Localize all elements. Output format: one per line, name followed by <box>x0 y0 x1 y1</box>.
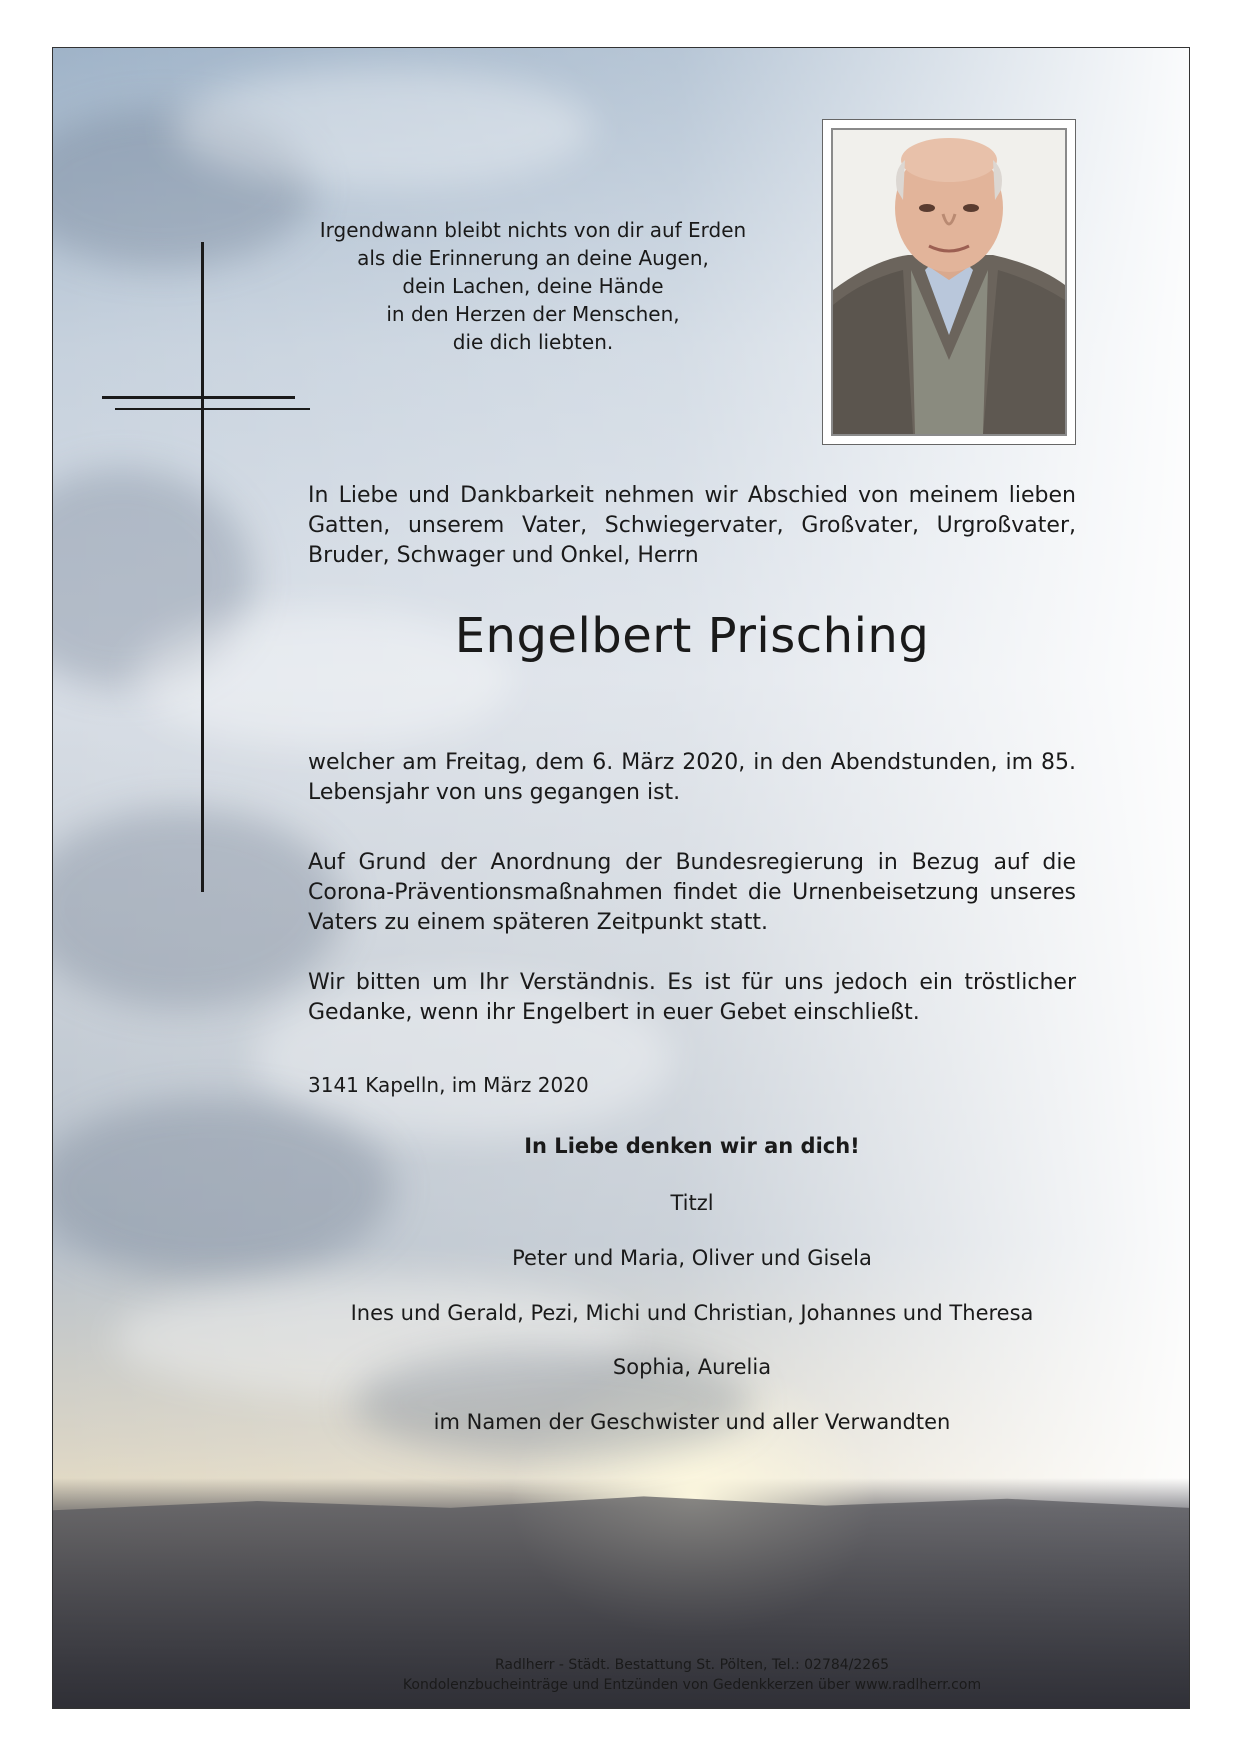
poem-line: Irgendwann bleibt nichts von dir auf Erden <box>319 218 747 242</box>
poem-line: in den Herzen der Menschen, <box>386 302 680 326</box>
corona-text: Auf Grund der Anordnung der Bundesregierung in Bezug auf die Corona-Präventionsmaßnahmen findet die Urnenbeisetzung unseres Vaters zu einem späteren Zeitpunkt statt. <box>308 850 1076 935</box>
sky-cloud <box>52 808 343 1008</box>
family-line: Titzl <box>670 1191 714 1215</box>
family-line: Peter und Maria, Oliver und Gisela <box>512 1246 872 1270</box>
poem-line: die dich liebten. <box>452 330 614 354</box>
place-date: 3141 Kapelln, im März 2020 <box>308 1073 589 1097</box>
cross-bar <box>102 396 295 399</box>
cross-icon <box>201 242 204 892</box>
cross-bar <box>115 408 310 410</box>
portrait-image <box>833 130 1065 434</box>
request-text: Wir bitten um Ihr Verständnis. Es ist für uns jedoch ein tröstlicher Gedanke, wenn ihr Engelbert in euer Gebet einschließt. <box>308 970 1076 1025</box>
obituary-card <box>52 47 1190 1709</box>
death-text: welcher am Freitag, dem 6. März 2020, in den Abendstunden, im 85. Lebensjahr von uns gegangen ist. <box>308 750 1076 805</box>
poem-line: dein Lachen, deine Hände <box>402 274 664 298</box>
footer-funeral-home: Radlherr - Städt. Bestattung St. Pölten, Tel.: 02784/2265 <box>494 1657 890 1673</box>
family-line: Ines und Gerald, Pezi, Michi und Christian, Johannes und Theresa <box>350 1301 1034 1325</box>
footer-website-line: Kondolenzbucheinträge und Entzünden von Gedenkkerzen über www.radlherr.com <box>402 1677 982 1693</box>
memorial-poem <box>303 216 763 356</box>
poem-line: als die Erinnerung an deine Augen, <box>357 246 709 270</box>
portrait-frame <box>822 119 1076 445</box>
family-line: Sophia, Aurelia <box>612 1355 772 1379</box>
intro-text: In Liebe und Dankbarkeit nehmen wir Abschied von meinem lieben Gatten, unserem Vater, Schwiegervater, Großvater, Urgroßvater, Bruder, Schwager und Onkel, Herrn <box>308 483 1076 568</box>
closing-line: In Liebe denken wir an dich! <box>524 1134 860 1158</box>
deceased-name: Engelbert Prisching <box>454 608 930 664</box>
portrait-photo <box>831 128 1067 436</box>
sky-cloud <box>173 68 593 188</box>
family-line: im Namen der Geschwister und aller Verwandten <box>433 1410 951 1434</box>
